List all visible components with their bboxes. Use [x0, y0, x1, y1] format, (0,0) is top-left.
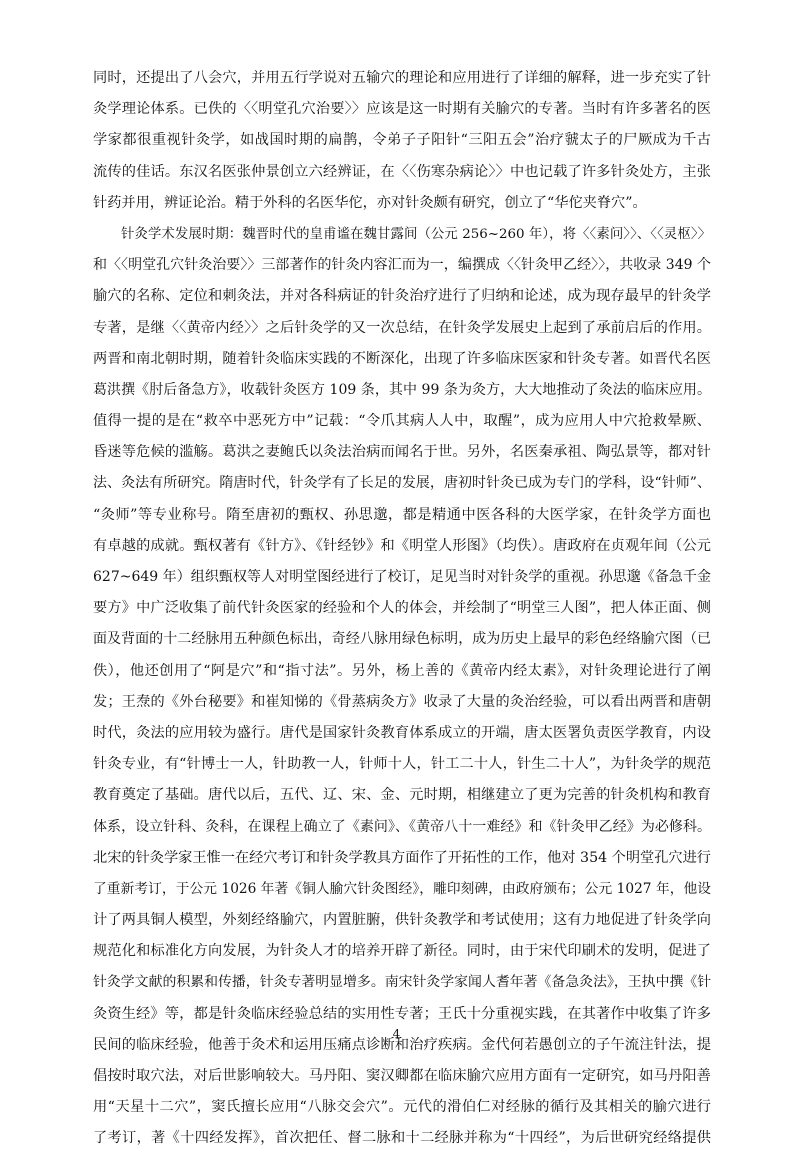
text-line: 流传的佳话。东汉名医张仲景创立六经辨证，在〈〈伤寒杂病论〉〉中也记载了许多针灸处方，主张	[93, 163, 711, 180]
page-number: 4	[392, 1027, 401, 1041]
text-line: 专著，是继〈〈黄帝内经〉〉之后针灸学的又一次总结，在针灸学发展史上起到了承前启后的作用。	[93, 319, 711, 336]
text-line: 面及背面的十二经脉用五种颜色标出，奇经八脉用绿色标明，成为历史上最早的彩色经络腧穴图（已	[93, 631, 711, 648]
text-line: 针灸学术发展时期：魏晋时代的皇甫谧在魏甘露间（公元 256~260 年），将〈〈素问〉〉、〈〈灵枢〉〉	[121, 226, 711, 242]
text-line: 值得一提的是在“救卒中恶死方中”记载：“令爪其病人人中，取醒”，成为应用人中穴抢救晕厥、	[93, 413, 711, 430]
document-body	[93, 63, 711, 1155]
text-line: 葛洪撰《肘后备急方》，收载针灸医方 109 条，其中 99 条为灸方，大大地推动了灸法的临床应用。	[93, 381, 711, 398]
text-line: 同时，还提出了八会穴，并用五行学说对五输穴的理论和应用进行了详细的解释，进一步充实了针	[93, 70, 711, 86]
text-line: 要方》中广泛收集了前代针灸医家的经验和个人的体会，并绘制了“明堂三人图”，把人体正面、侧	[93, 600, 711, 617]
text-line: 灸学理论体系。已佚的〈〈明堂孔穴治要〉〉应该是这一时期有关腧穴的专著。当时有许多著名的医	[93, 101, 711, 118]
text-line: 体系，设立针科、灸科，在课程上确立了《素问》、《黄帝八十一难经》和《针灸甲乙经》为必修科。	[93, 818, 711, 835]
text-line: 时代，灸法的应用较为盛行。唐代是国家针灸教育体系成立的开端，唐太医署负责医学教育，内设	[93, 724, 711, 741]
text-line: 用“天星十二穴”，窦氏擅长应用“八脉交会穴”。元代的滑伯仁对经脉的循行及其相关的腧穴进行	[93, 1099, 711, 1116]
text-line: 针灸学文献的积累和传播，针灸专著明显增多。南宋针灸学家闻人耆年著《备急灸法》，王执中撰《针	[93, 974, 711, 991]
text-line: 计了两具铜人模型，外刻经络腧穴，内置脏腑，供针灸教学和考试使用；这有力地促进了针灸学向	[93, 912, 711, 929]
text-line: 规范化和标准化方向发展，为针灸人才的培养开辟了新径。同时，由于宋代印刷术的发明，促进了	[93, 943, 711, 960]
text-line: 倡按时取穴法，对后世影响较大。马丹阳、窦汉卿都在临床腧穴应用方面有一定研究，如马丹阳善	[93, 1068, 711, 1084]
text-line: 有卓越的成就。甄权著有《针方》、《针经钞》和《明堂人形图》（均佚）。唐政府在贞观年间（公元	[93, 537, 711, 554]
text-line: 发；王焘的《外台秘要》和崔知悌的《骨蒸病灸方》收录了大量的灸治经验，可以看出两晋和唐朝	[93, 693, 711, 710]
text-line: 学家都很重视针灸学，如战国时期的扁鹊，令弟子子阳针“三阳五会”治疗虢太子的尸厥成为千古	[93, 132, 711, 149]
text-line: 法、灸法有所研究。隋唐时代，针灸学有了长足的发展，唐初时针灸已成为专门的学科，设“针师”、	[93, 475, 711, 492]
text-line: 昏迷等危候的滥觞。葛洪之妻鲍氏以灸法治病而闻名于世。另外，名医秦承祖、陶弘景等，都对针	[93, 444, 711, 461]
text-line: 教育奠定了基础。唐代以后，五代、辽、宋、金、元时期，相继建立了更为完善的针灸机构和教育	[93, 787, 711, 804]
text-line: “灸师”等专业称号。隋至唐初的甄权、孙思邈，都是精通中医各科的大医学家，在针灸学方面也	[93, 506, 711, 523]
text-line: 了重新考订，于公元 1026 年著《铜人腧穴针灸图经》，雕印刻碑，由政府颁布；公元 1027 年，他设	[93, 880, 711, 897]
text-line: 佚），他还创用了“阿是穴”和“指寸法”。另外，杨上善的《黄帝内经太素》，对针灸理论进行了阐	[93, 662, 711, 679]
text-line: 北宋的针灸学家王惟一在经穴考订和针灸学教具方面作了开拓性的工作，他对 354 个明堂孔穴进行	[93, 849, 711, 866]
text-line: 针药并用，辨证论治。精于外科的名医华佗，亦对针灸颇有研究，创立了“华佗夹脊穴”。	[93, 194, 647, 211]
text-line: 灸资生经》等，都是针灸临床经验总结的实用性专著；王氏十分重视实践，在其著作中收集了许多	[93, 1005, 711, 1022]
text-line: 了考订，著《十四经发挥》，首次把任、督二脉和十二经脉并称为“十四经”，为后世研究经络提供	[93, 1130, 711, 1147]
text-line: 两晋和南北朝时期，随着针灸临床实践的不断深化，出现了许多临床医家和针灸专著。如晋代名医	[93, 350, 711, 367]
text-line: 腧穴的名称、定位和刺灸法，并对各科病证的针灸治疗进行了归纳和论述，成为现存最早的针灸学	[93, 288, 711, 305]
text-line: 627~649 年）组织甄权等人对明堂图经进行了校订，足见当时对针灸学的重视。孙思邈《备急千金	[93, 569, 711, 585]
text-line: 针灸专业，有“针博士一人，针助教一人，针师十人，针工二十人，针生二十人”，为针灸学的规范	[93, 756, 711, 773]
text-line: 和〈〈明堂孔穴针灸治要〉〉三部著作的针灸内容汇而为一，编撰成〈〈针灸甲乙经〉〉，共收录 349 个	[93, 257, 711, 274]
text-line: 民间的临床经验，他善于灸术和运用压痛点诊断和治疗疾病。金代何若愚创立的子午流注针法，提	[93, 1036, 711, 1053]
